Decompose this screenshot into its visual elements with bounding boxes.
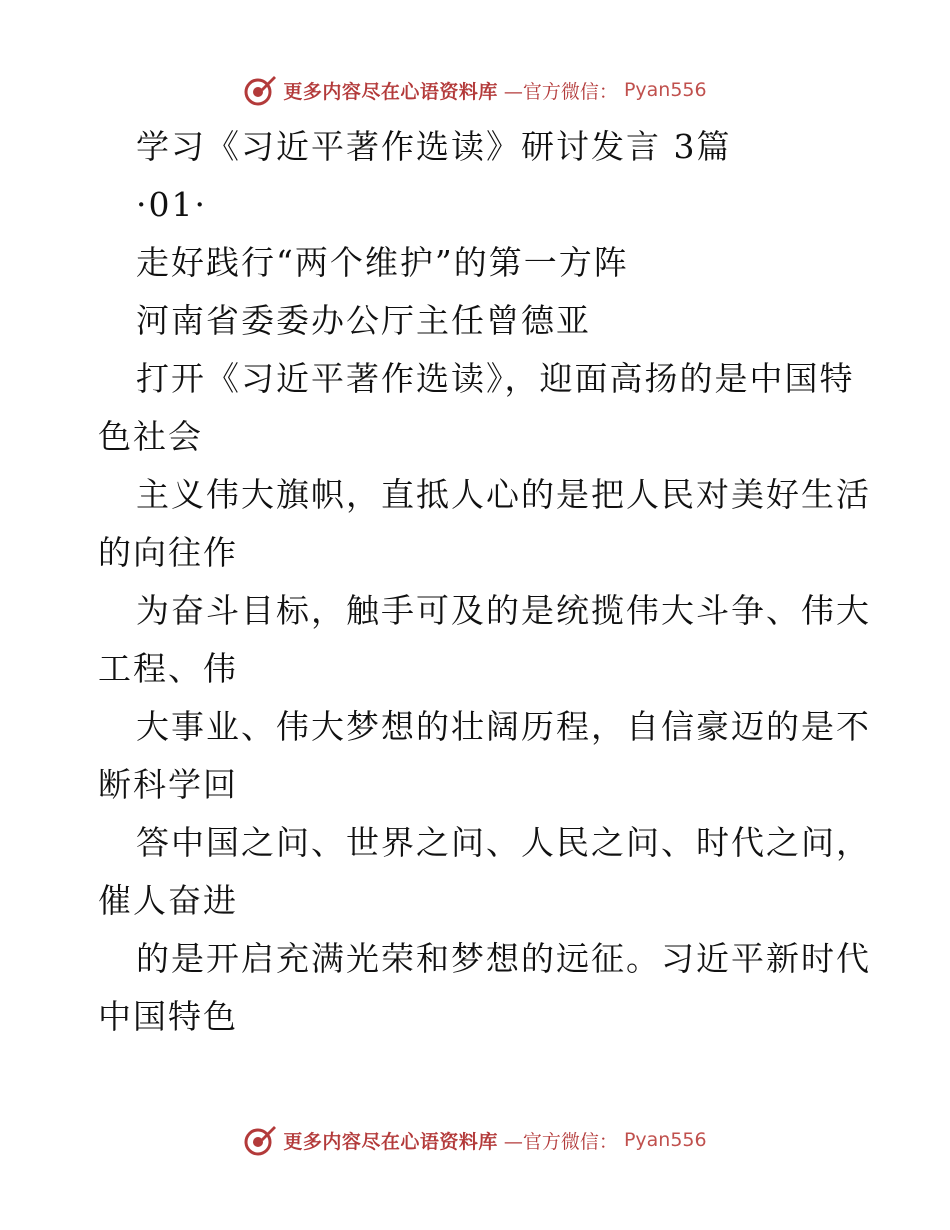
text-line: 答中国之问、世界之问、人民之问、时代之问， xyxy=(136,823,871,862)
wechat-id: Pyan556 xyxy=(623,1129,707,1151)
banner-separator: —官方微信： xyxy=(503,1130,618,1153)
pen-logo-icon xyxy=(243,73,277,107)
text-line: 大事业、伟大梦想的壮阔历程，自信豪迈的是不 xyxy=(136,707,871,746)
text-line: 断科学回 xyxy=(98,765,238,804)
text-line: 打开《习近平著作选读》，迎面高扬的是中国特 xyxy=(136,359,855,398)
wechat-id: Pyan556 xyxy=(623,79,707,101)
text-line: 工程、伟 xyxy=(98,649,238,688)
footer-banner xyxy=(0,1120,950,1160)
banner-text: 更多内容尽在心语资料库 xyxy=(283,80,498,103)
text-line: 河南省委委办公厅主任曾德亚 xyxy=(136,301,591,340)
pen-logo-icon xyxy=(243,1123,277,1157)
text-line: 色社会 xyxy=(98,417,203,456)
text-line: 学习《习近平著作选读》研讨发言 3篇 xyxy=(136,127,732,166)
banner-separator: —官方微信： xyxy=(503,80,618,103)
header-banner xyxy=(0,70,950,110)
text-line: 走好践行“两个维护”的第一方阵 xyxy=(136,243,629,282)
text-line: ·01· xyxy=(136,185,207,224)
text-line: 的向往作 xyxy=(98,533,238,572)
text-line: 为奋斗目标，触手可及的是统揽伟大斗争、伟大 xyxy=(136,591,871,630)
text-line: 的是开启充满光荣和梦想的远征。习近平新时代 xyxy=(136,939,871,978)
document-body xyxy=(98,118,871,1046)
text-line: 催人奋进 xyxy=(98,881,238,920)
text-line: 主义伟大旗帜，直抵人心的是把人民对美好生活 xyxy=(136,475,871,514)
banner-text: 更多内容尽在心语资料库 xyxy=(283,1130,498,1153)
text-line: 中国特色 xyxy=(98,997,238,1036)
